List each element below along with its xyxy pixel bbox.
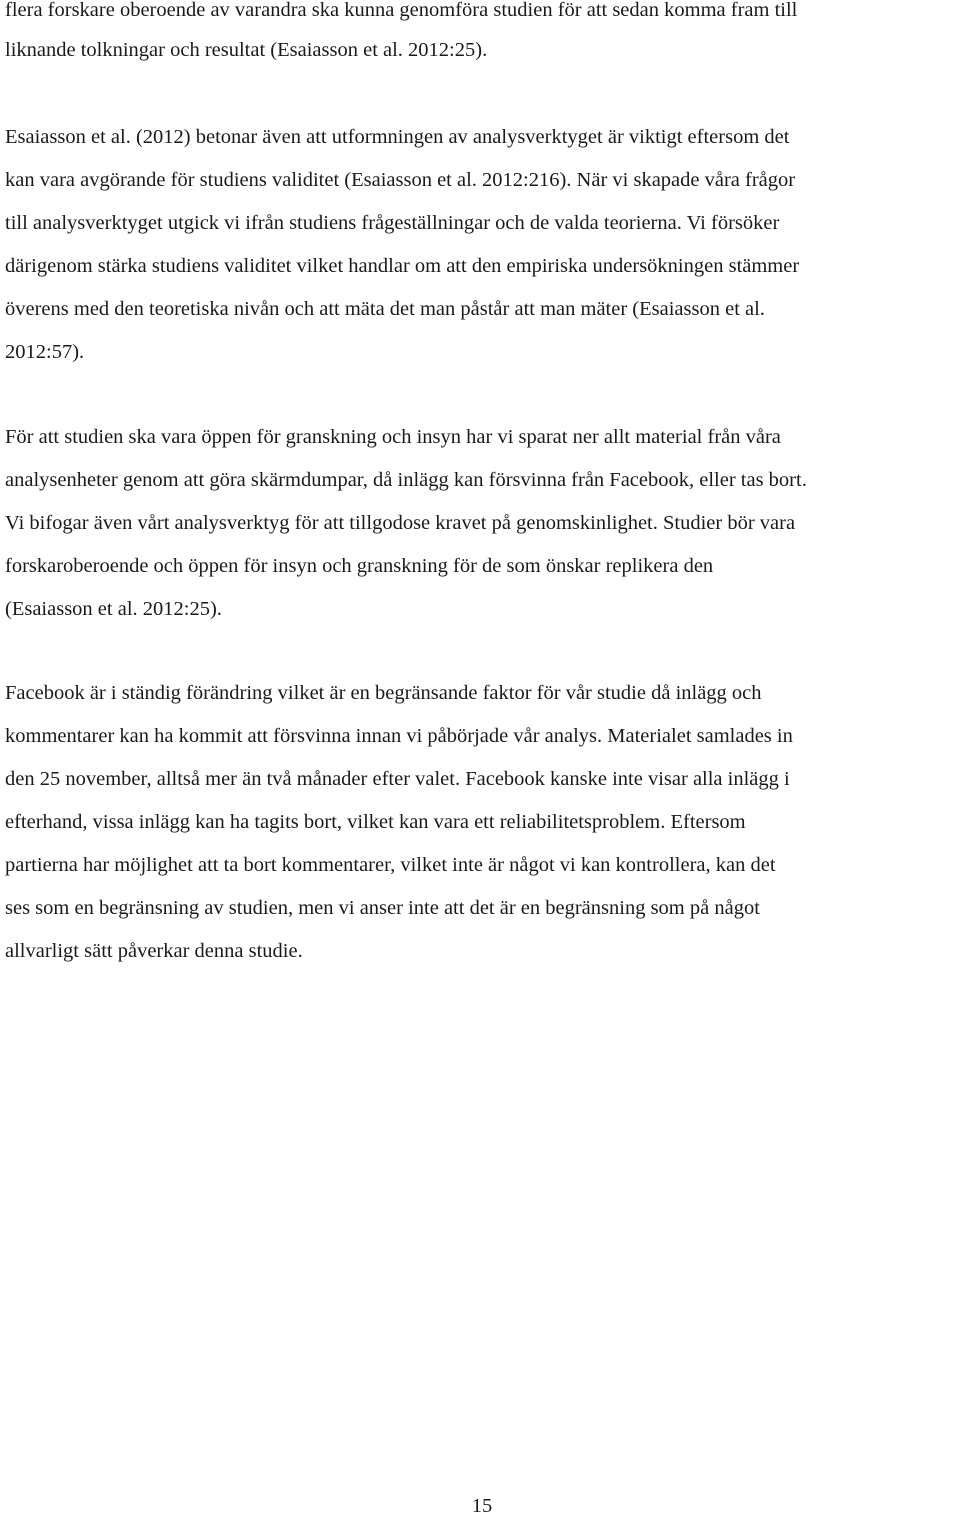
paragraph-2 xyxy=(5,116,955,374)
text-line: forskaroberoende och öppen för insyn och granskning för de som önskar replikera den xyxy=(5,555,714,577)
text-line: efterhand, vissa inlägg kan ha tagits bort, vilket kan vara ett reliabilitetsproblem. Eftersom xyxy=(5,811,746,833)
text-line: 2012:57). xyxy=(5,341,85,363)
text-line: analysenheter genom att göra skärmdumpar, då inlägg kan försvinna från Facebook, eller tas bort. xyxy=(5,469,807,491)
text-line: till analysverktyget utgick vi ifrån studiens frågeställningar och de valda teorierna. Vi försöker xyxy=(5,212,780,234)
text-line: Vi bifogar även vårt analysverktyg för att tillgodose kravet på genomskinlighet. Studier bör vara xyxy=(5,512,796,534)
paragraph-4 xyxy=(5,672,955,973)
text-line: ses som en begränsning av studien, men vi anser inte att det är en begränsning som på något xyxy=(5,897,760,919)
text-line: flera forskare oberoende av varandra ska kunna genomföra studien för att sedan komma fram till xyxy=(5,0,798,21)
text-line: liknande tolkningar och resultat (Esaiasson et al. 2012:25). xyxy=(5,39,488,61)
page-number: 15 xyxy=(471,1495,493,1517)
text-line: kommentarer kan ha kommit att försvinna innan vi påbörjade vår analys. Materialet samlades in xyxy=(5,725,793,747)
text-line: allvarligt sätt påverkar denna studie. xyxy=(5,940,303,962)
text-line: den 25 november, alltså mer än två månader efter valet. Facebook kanske inte visar alla inlägg i xyxy=(5,768,790,790)
text-line: Esaiasson et al. (2012) betonar även att utformningen av analysverktyget är viktigt eftersom det xyxy=(5,126,790,148)
text-line: Facebook är i ständig förändring vilket är en begränsande faktor för vår studie då inlägg och xyxy=(5,682,762,704)
text-line: (Esaiasson et al. 2012:25). xyxy=(5,598,222,620)
paragraph-3 xyxy=(5,416,955,631)
text-line: kan vara avgörande för studiens validitet (Esaiasson et al. 2012:216). När vi skapade våra frågor xyxy=(5,169,796,191)
paragraph-1 xyxy=(5,0,955,70)
text-line: partierna har möjlighet att ta bort kommentarer, vilket inte är något vi kan kontrollera, kan det xyxy=(5,854,776,876)
text-line: överens med den teoretiska nivån och att mäta det man påstår att man mäter (Esaiasson et al. xyxy=(5,298,765,320)
text-line: För att studien ska vara öppen för granskning och insyn har vi sparat ner allt material från våra xyxy=(5,426,781,448)
text-line: därigenom stärka studiens validitet vilket handlar om att den empiriska undersökningen stämmer xyxy=(5,255,800,277)
